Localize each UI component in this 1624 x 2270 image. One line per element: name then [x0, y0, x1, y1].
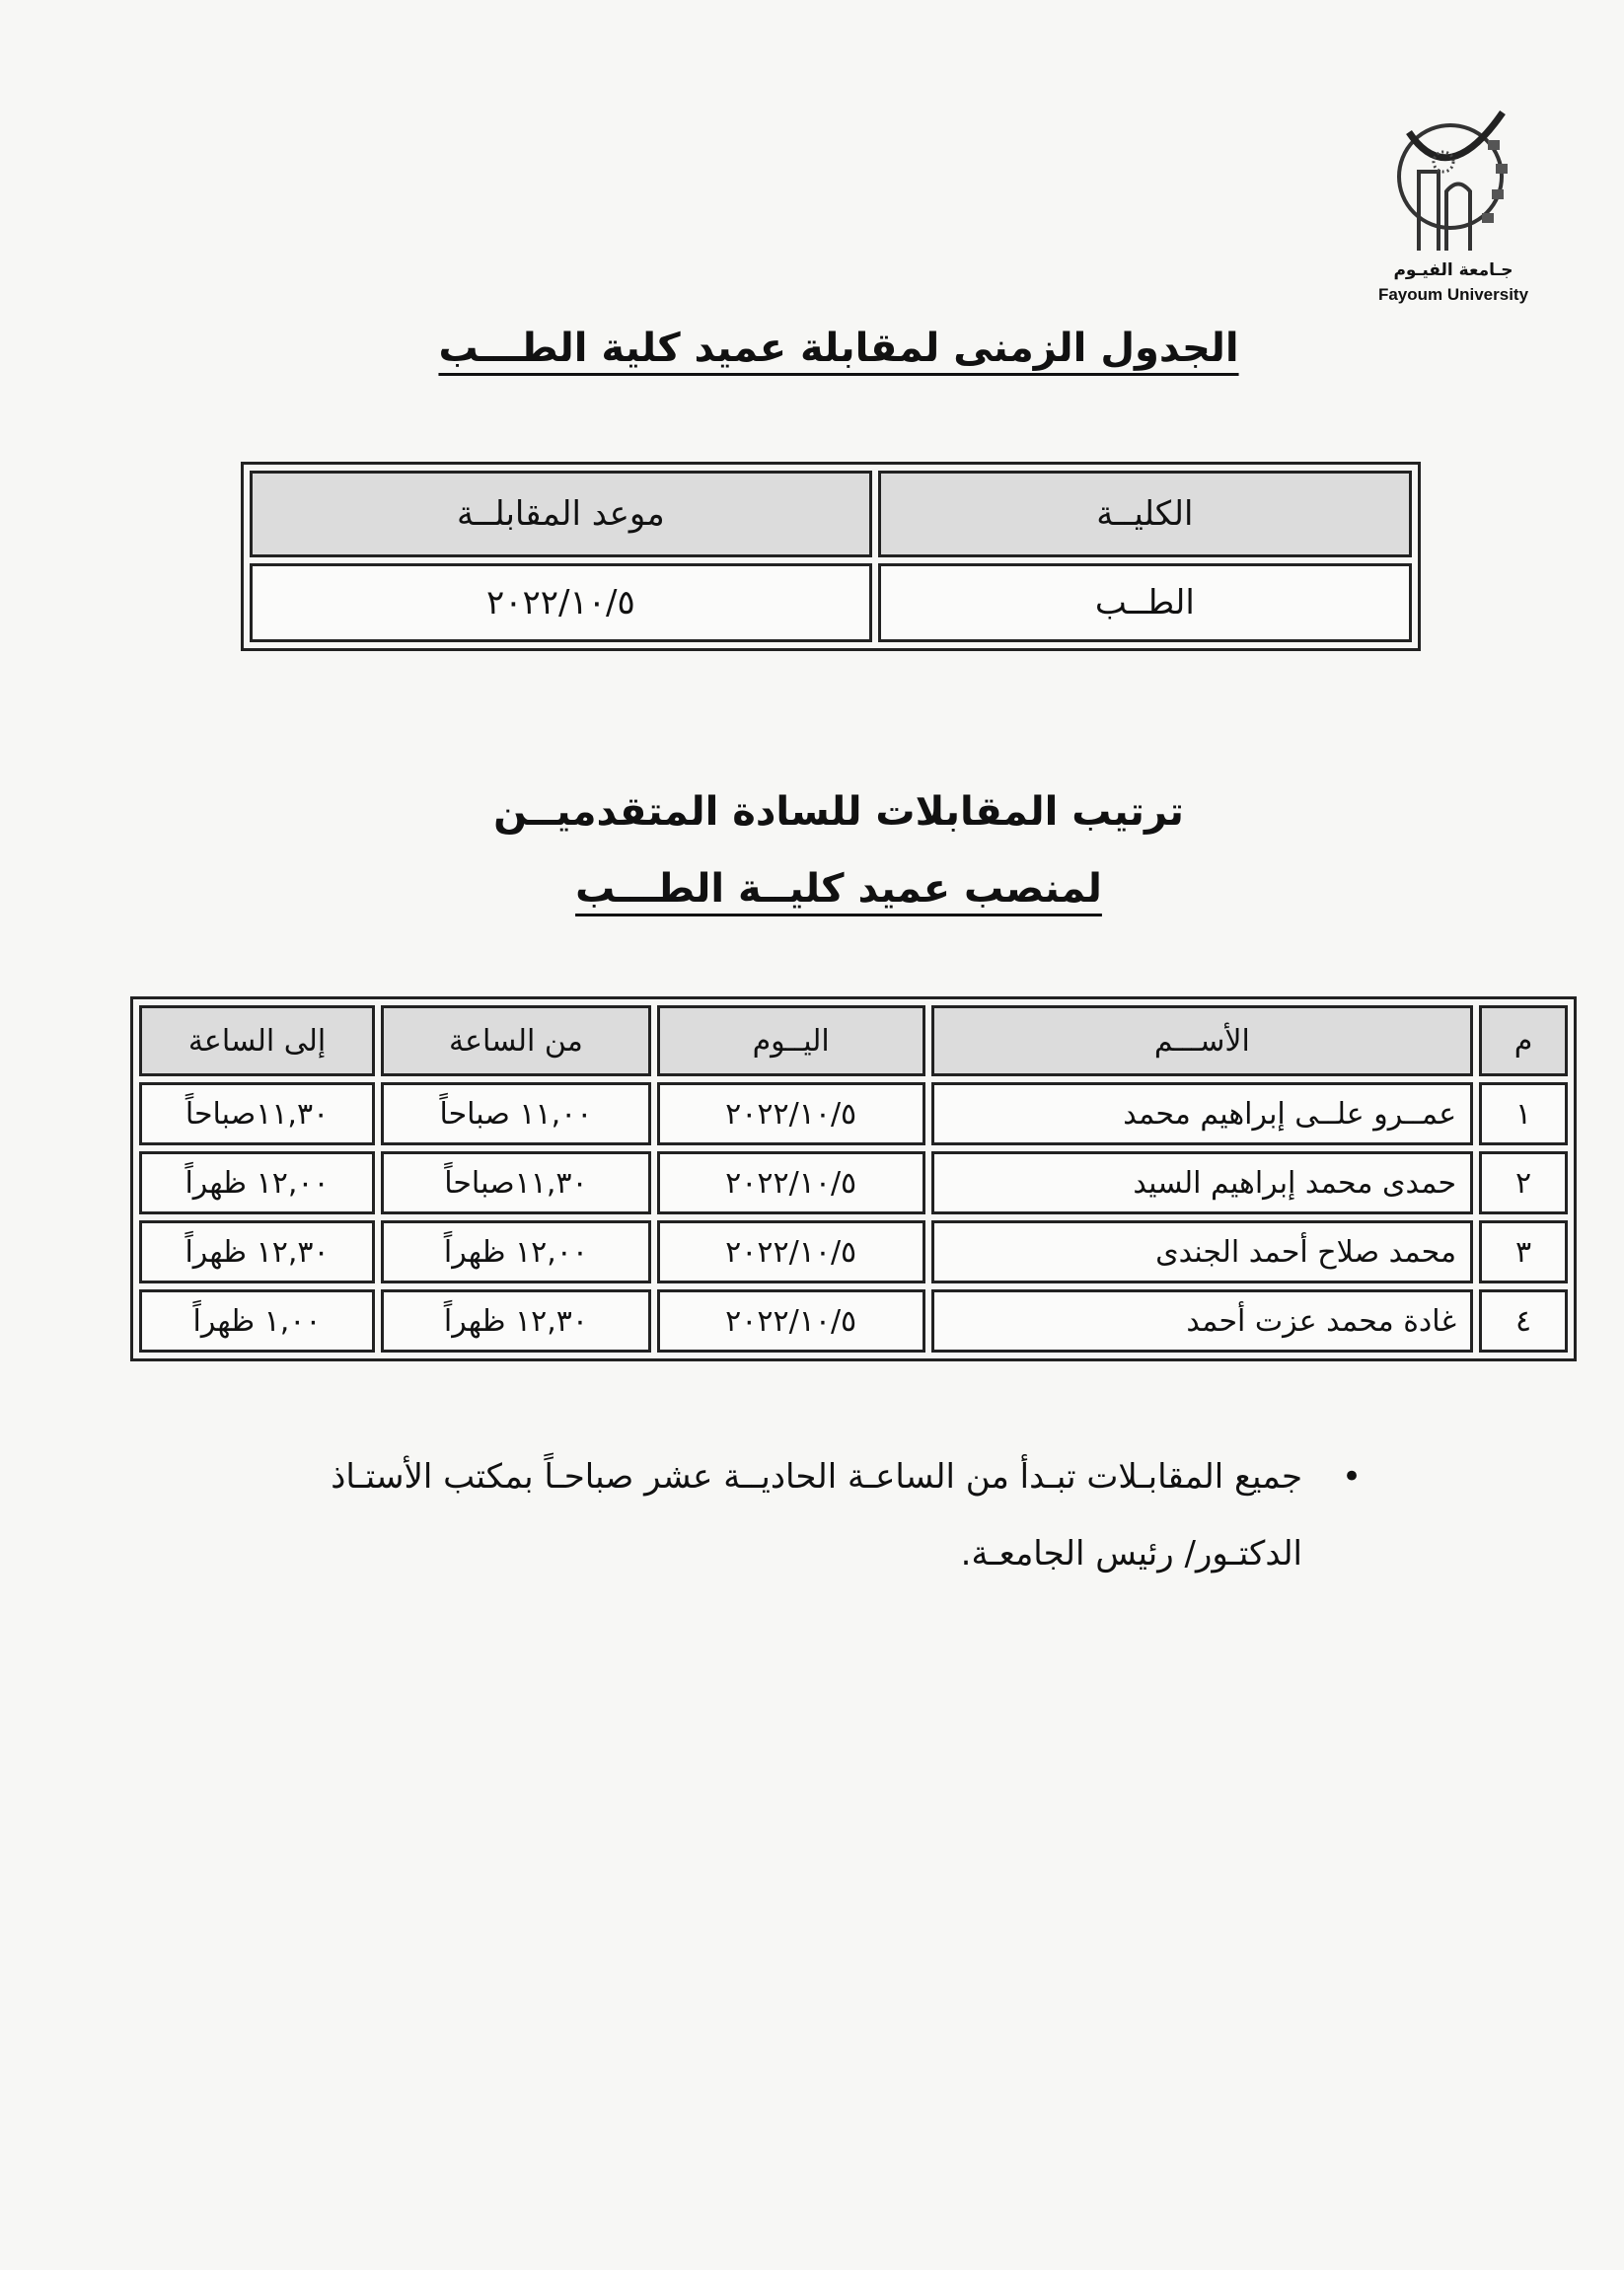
- cell-number: ٣: [1479, 1220, 1568, 1283]
- table-row: [139, 1289, 1568, 1353]
- cell-from-time: ١٢,٠٠ ظهراً: [381, 1220, 651, 1283]
- cell-to-time: ١٢,٠٠ ظهراً: [139, 1151, 375, 1214]
- cell-to-time: ١٢,٣٠ ظهراً: [139, 1220, 375, 1283]
- logo-emblem-icon: [1389, 103, 1517, 251]
- interview-note: [237, 1438, 1362, 1592]
- table-row: [250, 563, 1412, 642]
- cell-faculty: الطــب: [878, 563, 1412, 642]
- cell-name: محمد صلاح أحمد الجندى: [931, 1220, 1474, 1283]
- page-title: الجدول الزمنى لمقابلة عميد كلية الطـــب: [438, 326, 1239, 371]
- logo-arabic-text: جـامعة الفيـوم: [1393, 260, 1513, 280]
- table-header-row: [139, 1005, 1568, 1076]
- header-day: اليــوم: [657, 1005, 925, 1076]
- bullet-icon: •: [1341, 1457, 1362, 1497]
- table-header-row: [250, 471, 1412, 557]
- interviews-table: [130, 996, 1577, 1361]
- header-interview-date: موعد المقابلــة: [250, 471, 872, 557]
- header-faculty: الكليــة: [878, 471, 1412, 557]
- cell-from-time: ١٢,٣٠ ظهراً: [381, 1289, 651, 1353]
- cell-interview-date: ٢٠٢٢/١٠/٥: [250, 563, 872, 642]
- table-row: [139, 1151, 1568, 1214]
- cell-name: حمدى محمد إبراهيم السيد: [931, 1151, 1474, 1214]
- cell-day: ٢٠٢٢/١٠/٥: [657, 1289, 925, 1353]
- cell-to-time: ١١,٣٠صباحاً: [139, 1082, 375, 1145]
- table-row: [139, 1220, 1568, 1283]
- cell-day: ٢٠٢٢/١٠/٥: [657, 1151, 925, 1214]
- cell-number: ٢: [1479, 1151, 1568, 1214]
- header-number: م: [1479, 1005, 1568, 1076]
- cell-to-time: ١,٠٠ ظهراً: [139, 1289, 375, 1353]
- header-name: الأســـم: [931, 1005, 1474, 1076]
- university-logo: [1371, 103, 1535, 310]
- cell-number: ١: [1479, 1082, 1568, 1145]
- cell-from-time: ١١,٣٠صباحاً: [381, 1151, 651, 1214]
- section-subtitle: لمنصب عميد كليــة الطـــب: [575, 866, 1102, 912]
- note-text: جميع المقابـلات تبـدأ من الساعـة الحاديــة عشر صباحـاً بمكتب الأستـاذ الدكتـور/ رئيس الجامعـة.: [331, 1457, 1302, 1574]
- cell-number: ٤: [1479, 1289, 1568, 1353]
- cell-name: عمــرو علــى إبراهيم محمد: [931, 1082, 1474, 1145]
- cell-day: ٢٠٢٢/١٠/٥: [657, 1220, 925, 1283]
- cell-name: غادة محمد عزت أحمد: [931, 1289, 1474, 1353]
- logo-english-text: Fayoum University: [1377, 285, 1529, 304]
- cell-day: ٢٠٢٢/١٠/٥: [657, 1082, 925, 1145]
- table-row: [139, 1082, 1568, 1145]
- section-title: ترتيب المقابلات للسادة المتقدميــن: [493, 789, 1184, 835]
- cell-from-time: ١١,٠٠ صباحاً: [381, 1082, 651, 1145]
- faculty-table: [241, 462, 1421, 651]
- header-from-time: من الساعة: [381, 1005, 651, 1076]
- header-to-time: إلى الساعة: [139, 1005, 375, 1076]
